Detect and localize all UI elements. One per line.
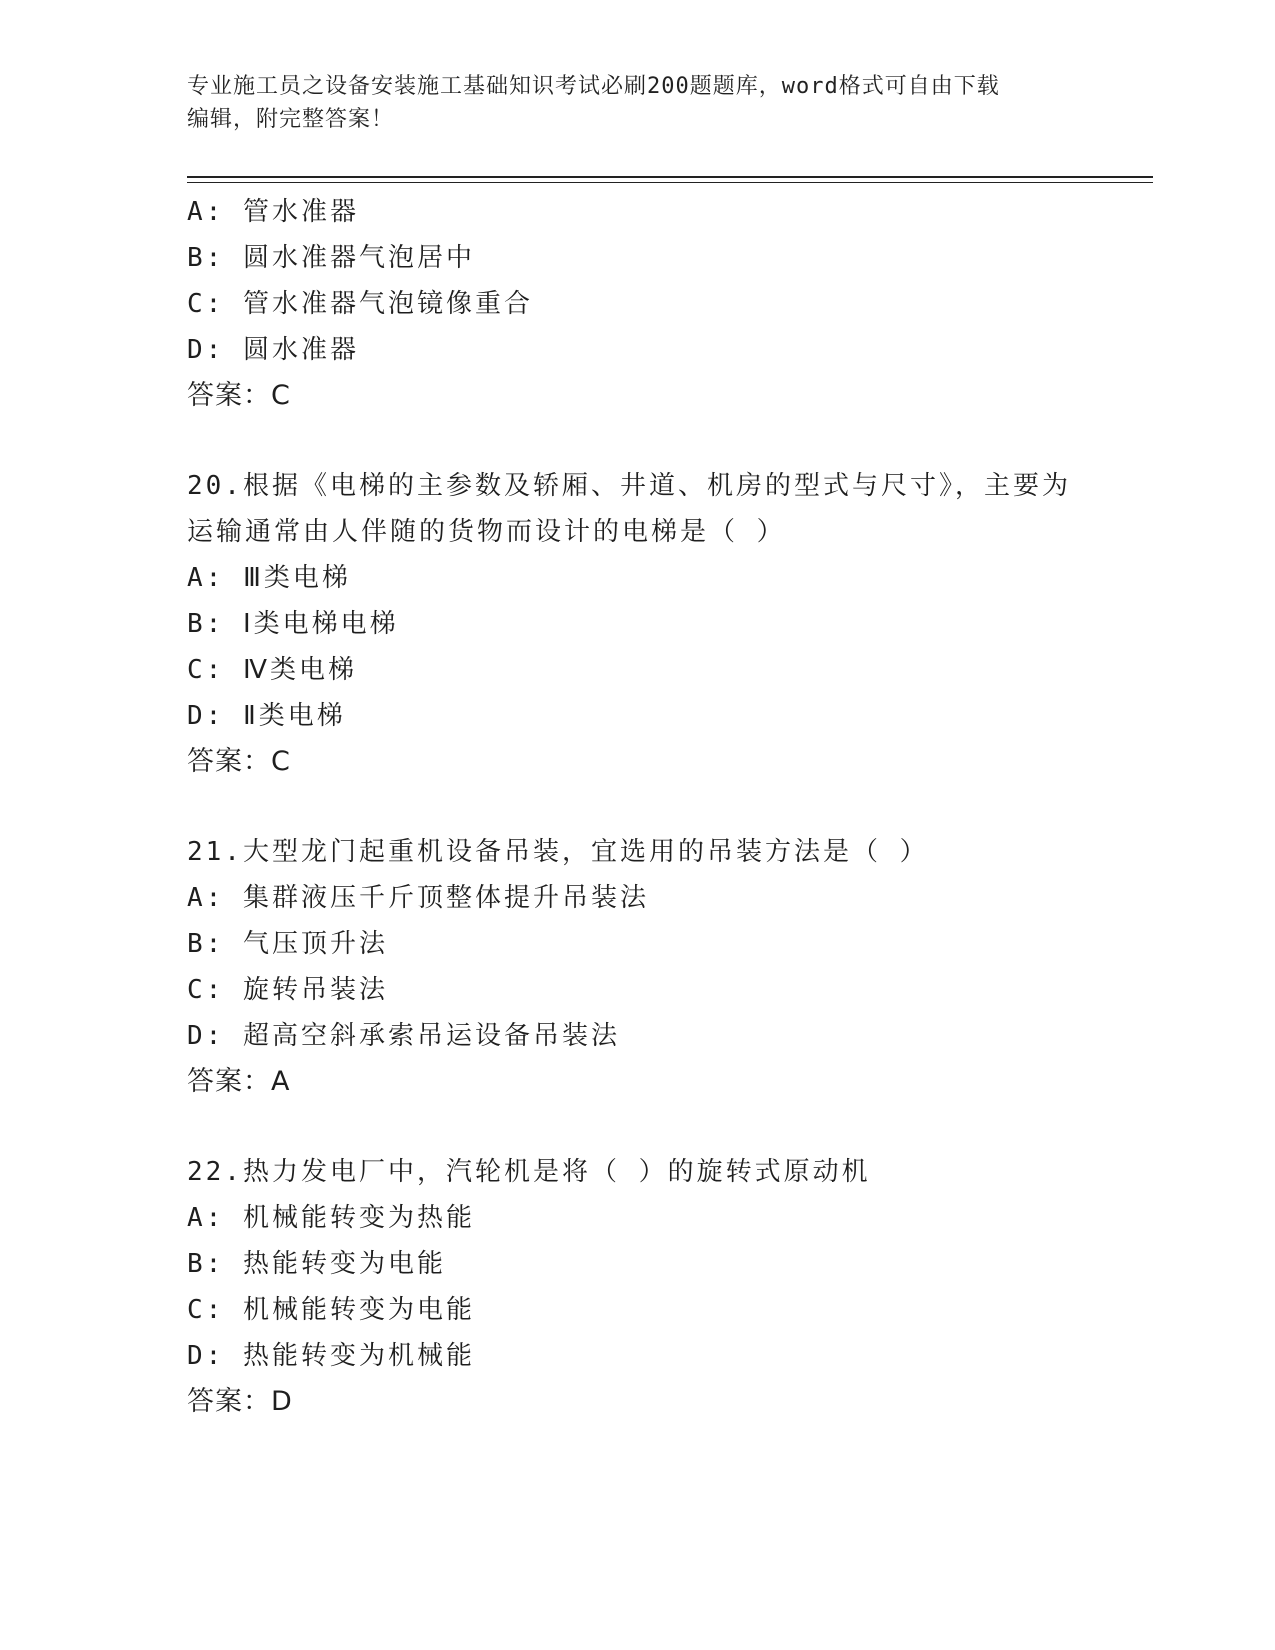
header-divider-thick [187,176,1153,178]
question-19-block [187,189,1147,419]
q21-option-a: A: 集群液压千斤顶整体提升吊装法 [187,883,649,913]
q20-option-a: A: Ⅲ类电梯 [187,563,351,593]
question-21-block [187,829,1147,1105]
q22-option-a: A: 机械能转变为热能 [187,1203,475,1233]
question-22-block [187,1149,1147,1425]
q20-answer: 答案：C [187,746,291,777]
header-divider-thin [187,182,1153,183]
question-list [187,189,1147,1425]
q20-stem-line-1: 20.根据《电梯的主参数及轿厢、井道、机房的型式与尺寸》，主要为 [187,471,1071,501]
q21-option-c: C: 旋转吊装法 [187,975,388,1005]
question-20-block [187,463,1147,785]
q21-option-b: B: 气压顶升法 [187,929,388,959]
q19-option-d: D: 圆水准器 [187,335,359,365]
q20-option-c: C: Ⅳ类电梯 [187,655,357,685]
q21-stem-line-1: 21.大型龙门起重机设备吊装，宜选用的吊装方法是（ ） [187,837,929,867]
q20-stem-line-2: 运输通常由人伴随的货物而设计的电梯是（ ） [187,517,786,547]
q22-option-c: C: 机械能转变为电能 [187,1295,475,1325]
q22-option-b: B: 热能转变为电能 [187,1249,446,1279]
q22-answer: 答案：D [187,1386,293,1417]
question-spacer [187,1105,1147,1149]
q21-answer: 答案：A [187,1066,291,1097]
header-title-line-1: 专业施工员之设备安装施工基础知识考试必刷200题题库，word格式可自由下载 [187,74,1000,99]
document-header [187,70,1087,136]
q20-option-b: B: Ⅰ类电梯电梯 [187,609,399,639]
q20-option-d: D: Ⅱ类电梯 [187,701,346,731]
q22-option-d: D: 热能转变为机械能 [187,1341,475,1371]
question-spacer [187,419,1147,463]
q19-answer: 答案：C [187,380,291,411]
q19-option-c: C: 管水准器气泡镜像重合 [187,289,533,319]
q19-option-b: B: 圆水准器气泡居中 [187,243,475,273]
q22-stem-line-1: 22.热力发电厂中，汽轮机是将（ ）的旋转式原动机 [187,1157,871,1187]
question-spacer [187,785,1147,829]
header-title-line-2: 编辑，附完整答案！ [187,107,395,132]
q21-option-d: D: 超高空斜承索吊运设备吊装法 [187,1021,620,1051]
q19-option-a: A: 管水准器 [187,197,359,227]
